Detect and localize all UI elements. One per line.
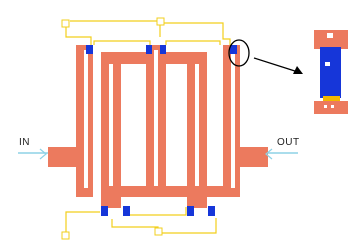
top-connector (101, 52, 146, 64)
input-feed (48, 147, 76, 167)
output-feed (240, 147, 268, 167)
detail-hole (325, 62, 330, 66)
mems-switch (187, 206, 194, 216)
bias-pad (155, 228, 162, 235)
mems-switch (146, 45, 152, 54)
detail-top-metal (314, 30, 348, 49)
top-connector (166, 52, 207, 64)
callout-arrow-icon (254, 58, 298, 72)
detail-anchor (327, 33, 333, 38)
input-port-label: IN (19, 137, 30, 148)
mems-switch (101, 206, 108, 216)
mems-switch (160, 45, 166, 54)
mems-switch (208, 206, 215, 216)
switch-detail (314, 30, 348, 114)
bias-pad (157, 18, 164, 25)
mems-switch (123, 206, 130, 216)
bias-pad (62, 232, 69, 239)
input-marker (40, 149, 46, 159)
bottom-connector (207, 186, 240, 197)
callout-arrowhead-icon (293, 66, 303, 74)
detail-via (324, 105, 327, 108)
detail-via (331, 105, 334, 108)
bias-pad (62, 20, 69, 27)
bottom-connector (156, 186, 207, 197)
mems-switch (86, 45, 93, 54)
detail-switch-beam (320, 47, 341, 98)
output-port-label: OUT (277, 137, 300, 148)
